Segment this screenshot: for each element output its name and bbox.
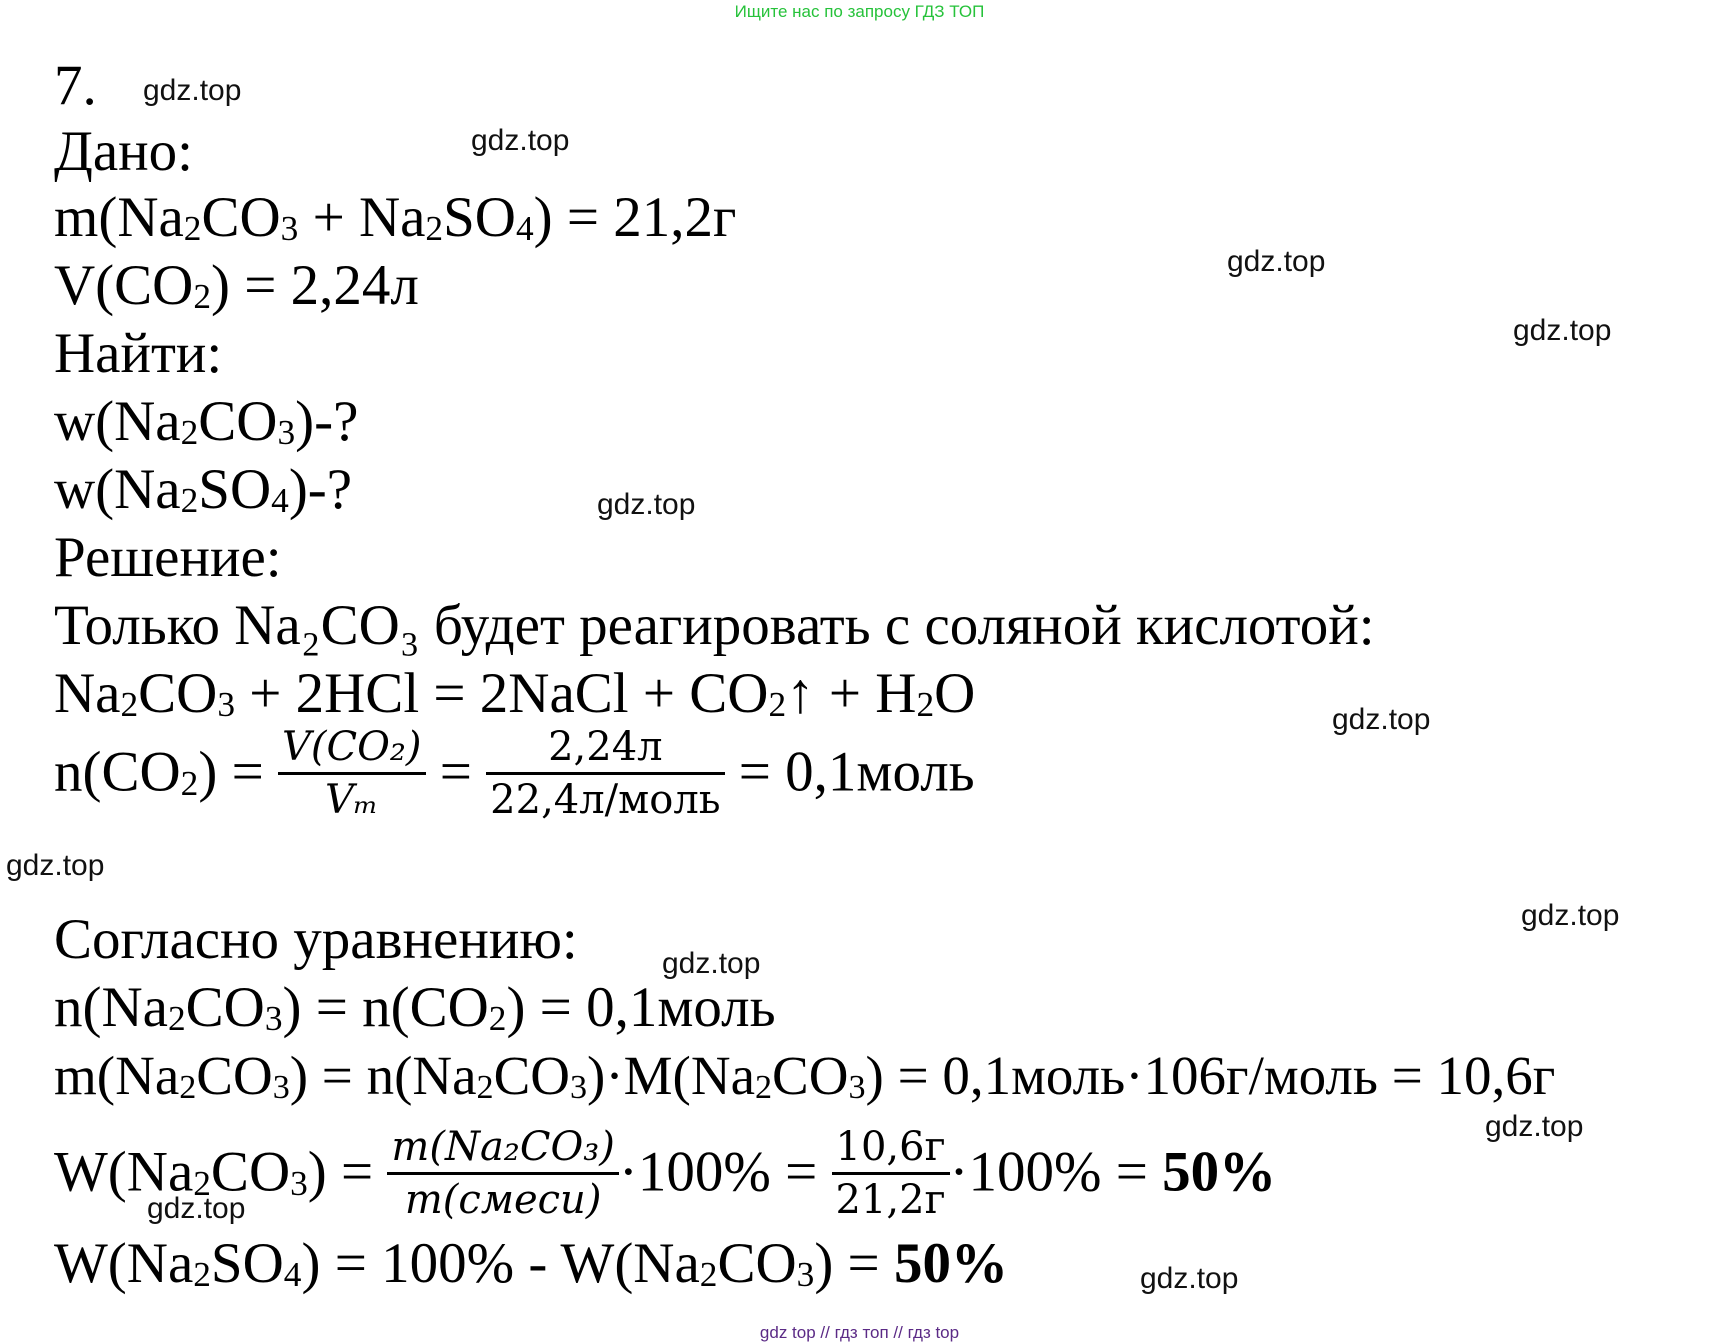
according-title: Согласно уравнению: [54, 908, 578, 971]
watermark: gdz.top [662, 947, 761, 980]
w-na2co3-equation: $W(Na_2CO_3)$ = $\frac{\text{m(Na₂CO₃)}}{\text{m(смеси)}}$ ·100% = $\frac{10,6г}{21,2г}$ ·100% = 50% [54, 1124, 1277, 1223]
reaction-equation: $Na_2CO_3 + 2HCl$ = 2NaCl + $CO_2↑ + H_2O$ [54, 662, 976, 725]
fraction-denominator: m(смеси) [404, 1177, 602, 1223]
m-na2co3-line: $m(Na_2CO_3) = n(Na_2CO_3)\cdot M(Na_2CO_3)$ = 0,1моль·106г/моль = 10,6г [54, 1045, 1556, 1107]
given-mass-line: $m(Na_2CO_3 + Na_2SO_4) = 21,2г$ [54, 186, 737, 249]
watermark: gdz.top [6, 849, 105, 882]
fraction-denominator: 21,2г [835, 1177, 946, 1223]
w-na2so4-equation: $W(Na_2SO_4) = 100\% - W(Na_2CO_3) = 50\%$ [54, 1232, 1008, 1295]
task-number: 7. [54, 54, 97, 117]
solution-title: Решение: [54, 526, 282, 589]
watermark: gdz.top [1332, 703, 1431, 736]
watermark: gdz.top [597, 488, 696, 521]
fraction-mass-ratio [387, 1124, 618, 1223]
fraction-v-over-vm [278, 724, 426, 823]
watermark: gdz.top [1485, 1110, 1584, 1143]
fraction-numerator: 10,6г [832, 1124, 950, 1175]
fraction-mass-values [832, 1124, 950, 1223]
n-na2co3-line: $n(Na_2CO_3) = n(CO_2)$ = 0,1моль [54, 976, 776, 1039]
watermark: gdz.top [147, 1192, 246, 1225]
bottom-banner[interactable]: gdz top // гдз топ // гдз top [759, 1323, 960, 1342]
n-co2-equation: $n(CO_2)$ = $\frac{\text{V(CO₂)}}{\text{Vₘ}}$ = $\frac{2,24л}{\text{22,4л/моль}}$ = 0,1моль [54, 724, 975, 823]
find-title: Найти: [54, 322, 223, 385]
fraction-numerator: 2,24л [486, 724, 724, 775]
fraction-values [486, 724, 724, 823]
given-title: Дано: [54, 120, 194, 183]
fraction-denominator: 22,4л/моль [490, 777, 721, 823]
watermark: gdz.top [1140, 1262, 1239, 1295]
only-text: Только Na₂CO₃ будет реагировать с соляной кислотой: [54, 594, 1375, 657]
n-result: = 0,1моль [738, 740, 975, 804]
find-w-na2co3: $w(Na_2CO_3)-$? [54, 390, 359, 453]
given-volume-line: $V(CO_2) = 2,24л$ [54, 254, 419, 317]
watermark: gdz.top [1513, 314, 1612, 347]
fraction-numerator: m(Na₂CO₃) [387, 1124, 618, 1175]
fraction-numerator: V(CO₂) [278, 724, 426, 775]
result-w-na2co3: 50% [1162, 1140, 1277, 1204]
watermark: gdz.top [143, 74, 242, 107]
watermark: gdz.top [1227, 245, 1326, 278]
watermark: gdz.top [471, 124, 570, 157]
fraction-denominator: Vₘ [325, 777, 379, 823]
watermark: gdz.top [1521, 899, 1620, 932]
find-w-na2so4: $w(Na_2SO_4)-$? [54, 458, 353, 521]
top-banner[interactable]: Ищите нас по запросу ГДЗ ТОП [734, 2, 985, 21]
result-w-na2so4: 50% [893, 1232, 1008, 1295]
